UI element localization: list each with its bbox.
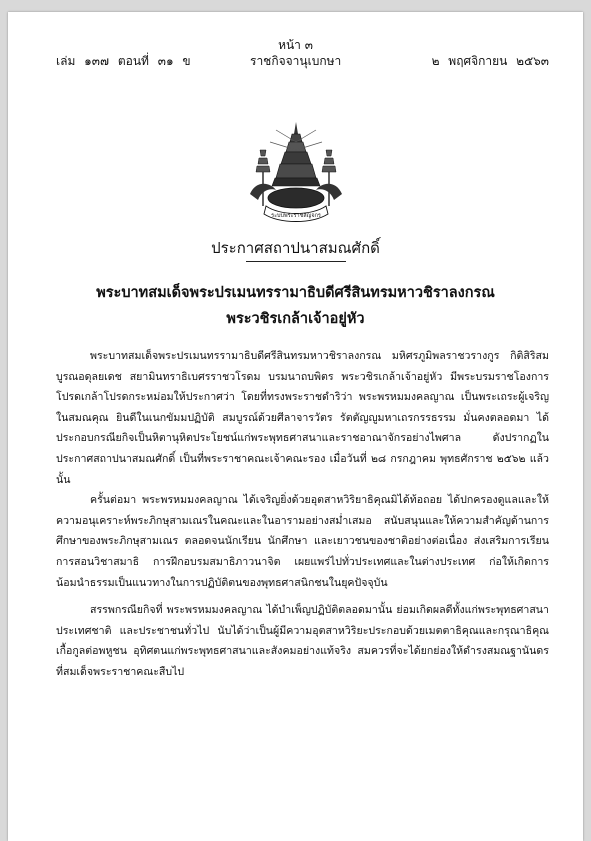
document-body [56,346,549,683]
paragraph-1: พระบาทสมเด็จพระปรเมนทรรามาธิบดีศรีสินทรมหาวชิราลงกรณ มหิศรภูมิพลราชวรางกูร กิติสิริสมบูรณอดุลยเดช สยามินทราธิเบศรราชวโรดม บรมนาถบพิตร พระวชิรเกล้าเจ้าอยู่หัว มีพระบรมราชโองการโปรดเกล้าโปรดกระหม่อมให้ประกาศว่า โดยที่ทรงพระราชดำริว่า พระพรหมมงคลญาณ เป็นพระเถระผู้เจริญในสมณคุณ ยินดีในเนกขัมมปฏิบัติ สมบูรณ์ด้วยศีลาจารวัตร รัตตัญญูมหาเถรกรรธรรม มั่นคงตลอดมา ได้ประกอบกรณียกิจเป็นหิตานุหิตประโยชน์แก่พระพุทธศาสนาและราชอาณาจักรอย่างไพศาล ดังปรากฏในประกาศสถาปนาสมณศักดิ์ เป็นที่พระราชาคณะเจ้าคณะรอง เมื่อวันที่ ๒๘ กรกฎาคม พุทธศักราช ๒๕๖๒ แล้ว นั้น [56,350,549,486]
svg-text:ระบบพระราชลัญจกร: ระบบพระราชลัญจกร [271,213,321,219]
title-line-1: พระบาทสมเด็จพระปรเมนทรรามาธิบดีศรีสินทรมหาวชิราลงกรณ [96,284,495,301]
gazette-header [56,52,549,70]
heading-divider [246,261,346,262]
paragraph-2: ครั้นต่อมา พระพรหมมงคลญาณ ได้เจริญยิ่งด้วยอุตสาหวิริยาธิคุณมิได้ท้อถอย ได้ปกครองดูแลและให้ความอนุเคราะห์พระภิกษุสามเณรในคณะและในอารามอย่างสม่ำเสมอ สนับสนุนและให้ความสำคัญด้านการศึกษาของพระภิกษุสามเณร ตลอดจนนักเรียน นักศึกษา และเยาวชนของชาติอย่างต่อเนื่อง ส่งเสริมการเรียนการสอนวิชาสมาธิ การฝึกอบรมสมาธิภาวนาจิต เผยแพร่ไปทั่วประเทศและในต่างประเทศ ก่อให้เกิดการน้อมนำธรรมเป็นแนวทางในการปฏิบัติตนของพุทธศาสนิกชนในยุคปัจจุบัน [56,494,549,589]
royal-emblem-icon [236,120,356,226]
volume-issue: เล่ม ๑๓๗ ตอนที่ ๓๑ ข [56,54,191,68]
gazette-name: ราชกิจจานุเบกษา [250,54,342,68]
announcement-heading: ประกาศสถาปนาสมณศักดิ์ [211,239,380,257]
document-page [8,12,583,841]
paragraph-3: สรรพกรณียกิจที่ พระพรหมมงคลญาณ ได้บำเพ็ญปฏิบัติตลอดมานั้น ย่อมเกิดผลดีทั้งแก่พระพุทธศาสนา ประเทศชาติ และประชาชนทั่วไป นับได้ว่าเป็นผู้มีความอุตสาหวิริยะประกอบด้วยเมตตาธิคุณและกรุณาธิคุณเกื้อกูลต่อพหูชน อุทิศตนแก่พระพุทธศาสนาและสังคมอย่างแท้จริง สมควรที่จะได้ยกย่องให้ดำรงสมณฐานันดรที่สมเด็จพระราชาคณะสืบไป [56,604,549,678]
gazette-date: ๒ พฤศจิกายน ๒๕๖๓ [431,54,549,68]
document-title [8,280,583,332]
page-number: หน้า ๓ [278,38,313,52]
title-line-2: พระวชิรเกล้าเจ้าอยู่หัว [226,310,365,327]
